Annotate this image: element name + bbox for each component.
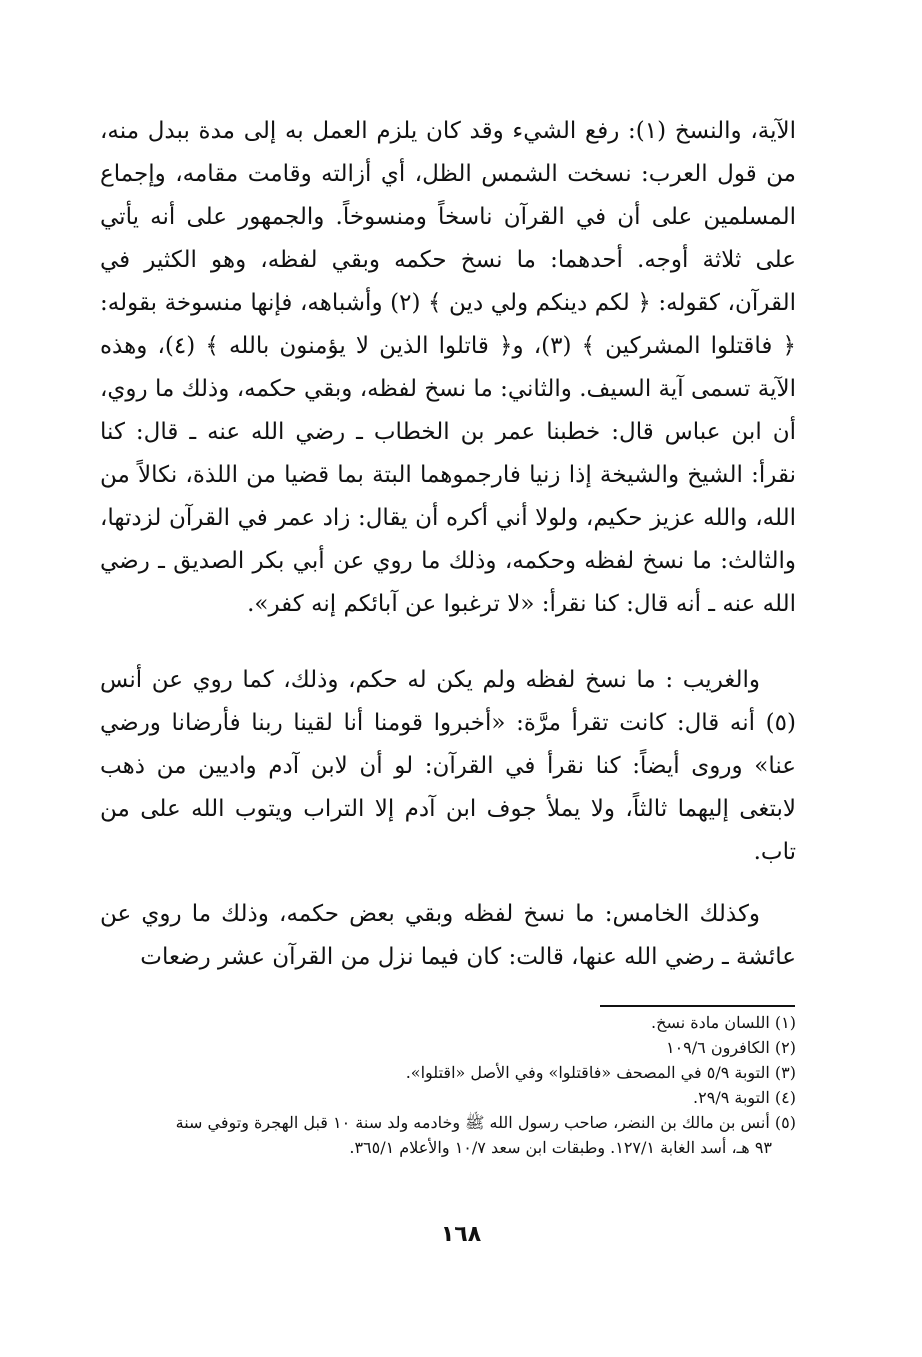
footnote-5-continued: ٩٣ هـ، أسد الغابة ١٢٧/١. وطبقات ابن سعد ١٠/٧ والأعلام ٣٦٥/١. [349, 1138, 772, 1157]
footnote-4: (٤) التوبة ٢٩/٩. [693, 1088, 796, 1107]
footnote-3: (٣) التوبة ٥/٩ في المصحف «فاقتلوا» وفي الأصل «اقتلوا». [405, 1063, 796, 1082]
footnote-5: (٥) أنس بن مالك بن النضر، صاحب رسول الله ﷺ وخادمه ولد سنة ١٠ قبل الهجرة وتوفي سنة [175, 1113, 796, 1132]
footnotes [100, 1010, 796, 1160]
paragraph-2-text: والغريب : ما نسخ لفظه ولم يكن له حكم، وذلك، كما روي عن أنس (٥) أنه قال: كانت تقرأ مرَّة: «أخبروا قومنا أنا لقينا ربنا فأرضانا ورضي عنا» وروى أيضاً: كنا نقرأ في القرآن: لو أن لابن آدم واديين من ذهب لابتغى إليهما ثالثاً، ولا يملأ جوف ابن آدم إلا التراب ويتوب الله على من تاب. [100, 667, 796, 865]
paragraph-3-text: وكذلك الخامس: ما نسخ لفظه وبقي بعض حكمه، وذلك ما روي عن عائشة ـ رضي الله عنها، قالت: كان فيما نزل من القرآن عشر رضعات [100, 901, 796, 970]
paragraph-2 [100, 659, 796, 874]
footnote-2: (٢) الكافرون ١٠٩/٦ [665, 1038, 796, 1057]
paragraph-1 [100, 110, 796, 626]
paragraph-3 [100, 893, 796, 979]
footnote-1: (١) اللسان مادة نسخ. [651, 1013, 796, 1032]
footnote-divider [600, 1005, 795, 1007]
paragraph-1-text: الآية، والنسخ (١): رفع الشيء وقد كان يلزم العمل به إلى مدة ببدل منه، من قول العرب: نسخت الشمس الظل، أي أزالته وقامت مقامه، وإجماع المسلمين على أن في القرآن ناسخاً ومنسوخاً. والجمهور على أنه يأتي على ثلاثة أوجه. أحدهما: ما نسخ حكمه وبقي لفظه، وهو الكثير في القرآن، كقوله: ﴿ لكم دينكم ولي دين ﴾ (٢) وأشباهه، فإنها منسوخة بقوله: ﴿ فاقتلوا المشركين ﴾ (٣)، و﴿ قاتلوا الذين لا يؤمنون بالله ﴾ (٤)، وهذه الآية تسمى آية السيف. والثاني: ما نسخ لفظه، وبقي حكمه، وذلك ما روي، أن ابن عباس قال: خطبنا عمر بن الخطاب ـ رضي الله عنه ـ قال: كنا نقرأ: الشيخ والشيخة إذا زنيا فارجموهما البتة بما قضيا من اللذة، نكالاً من الله، والله عزيز حكيم، ولولا أني أكره أن يقال: زاد عمر في القرآن لزدتها، والثالث: ما نسخ لفظه وحكمه، وذلك ما روي عن أبي بكر الصديق ـ رضي الله عنه ـ أنه قال: كنا نقرأ: «لا ترغبوا عن آبائكم إنه كفر». [100, 118, 797, 617]
page-number: ١٦٨ [440, 1222, 482, 1247]
